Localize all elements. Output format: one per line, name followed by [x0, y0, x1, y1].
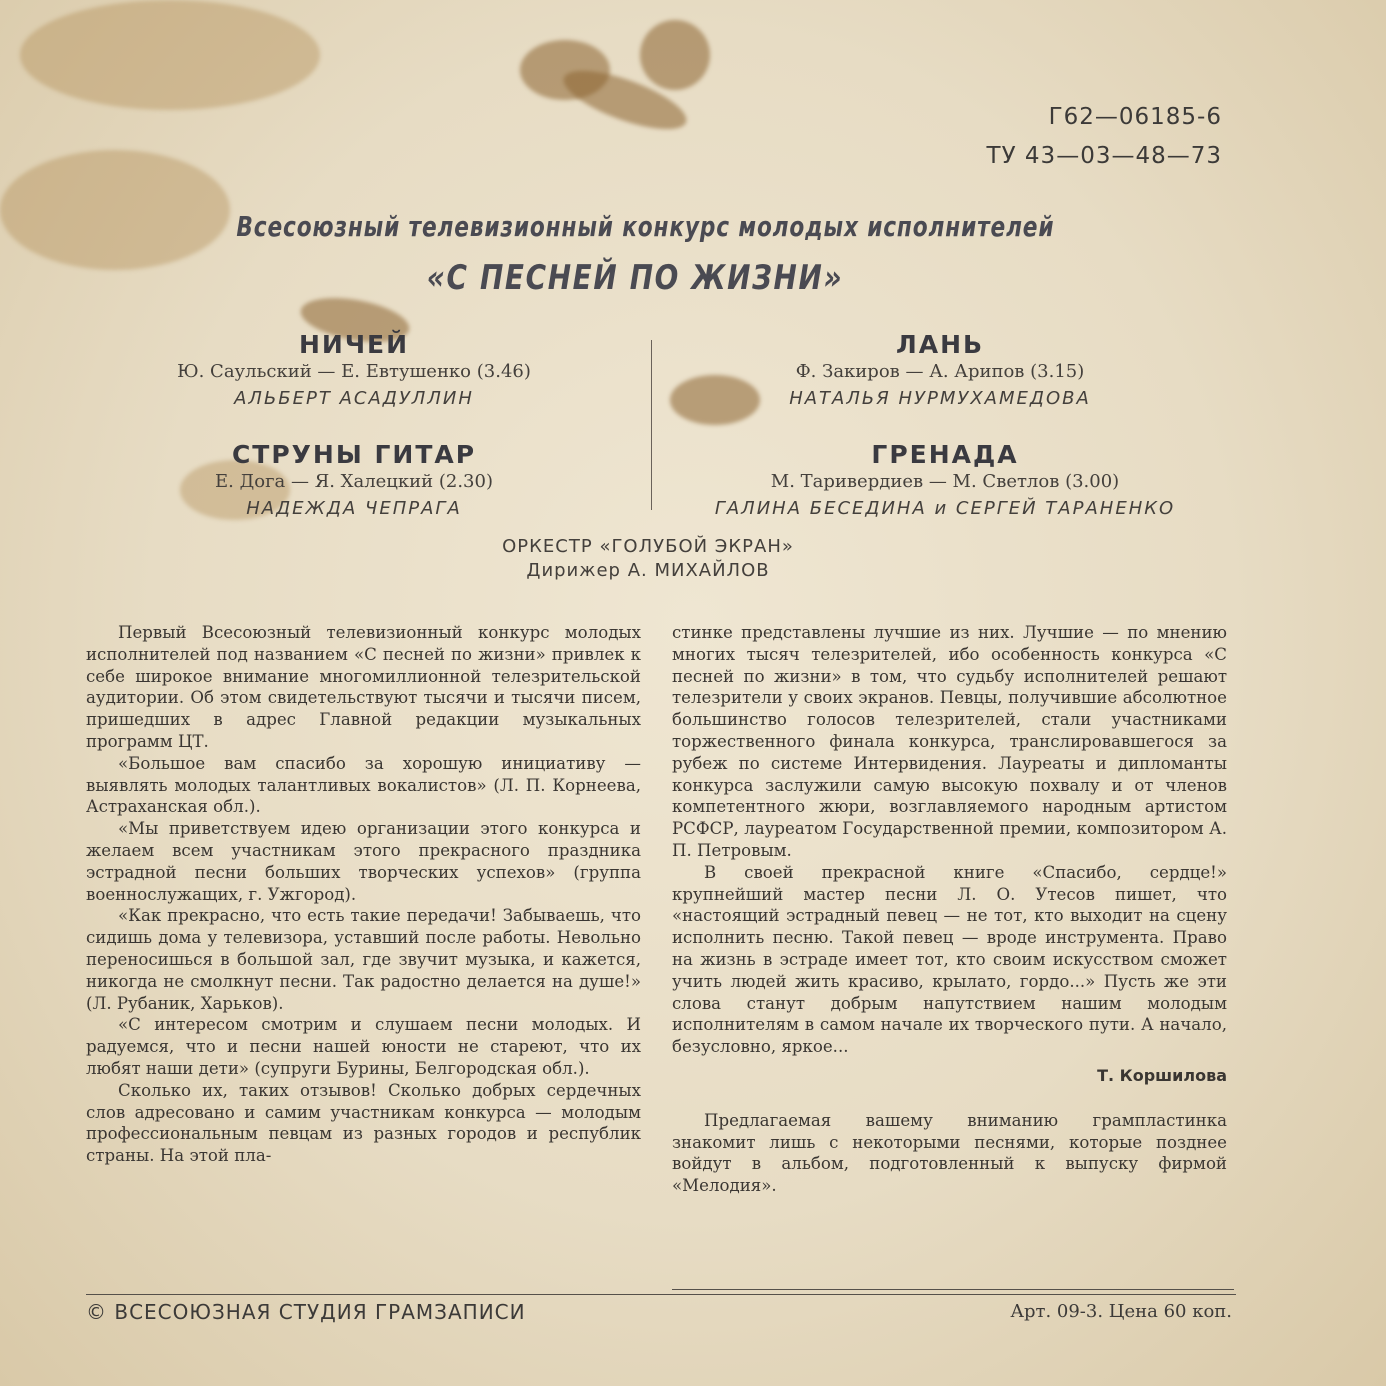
article-paragraph: «Мы приветствуем идею организации этого конкурса и желаем всем участникам этого прекрасного праздника эстрадной песни больших творческих успехов» (группа военнослужащих, г. Ужгород).: [86, 819, 641, 904]
song-authors: М. Таривердиев — М. Светлов (3.00): [770, 471, 1120, 492]
orchestra-credit: [0, 535, 1296, 583]
conductor-name: Дирижер А. МИХАЙЛОВ: [526, 560, 770, 581]
stain-decoration: [640, 20, 710, 90]
orchestra-name: ОРКЕСТР «ГОЛУБОЙ ЭКРАН»: [502, 536, 794, 557]
record-note: Предлагаемая вашему вниманию грампластинка знакомит лишь с некоторыми песнями, которые позднее войдут в альбом, подготовленный к выпуску фирмой «Мелодия».: [672, 1110, 1227, 1196]
song-title: СТРУНЫ ГИТАР: [231, 440, 477, 469]
song-entry: [94, 440, 614, 519]
price-label: Арт. 09-3. Цена 60 коп.: [1010, 1301, 1232, 1322]
song-authors: Ю. Саульский — Е. Евтушенко (3.46): [177, 361, 531, 382]
publisher-credit: © ВСЕСОЮЗНАЯ СТУДИЯ ГРАМЗАПИСИ: [86, 1300, 526, 1324]
song-entry: [680, 440, 1210, 519]
article-paragraph: «Как прекрасно, что есть такие передачи! Забываешь, что сидишь дома у телевизора, уставший после работы. Невольно переносишься в большой зал, где звучит музыка, и кажется, никогда не смолкнут песни. Так радостно делается на душе!» (Л. Рубаник, Харьков).: [86, 906, 641, 1013]
article-paragraph: «Большое вам спасибо за хорошую инициативу — выявлять молодых талантливых вокалистов» (Л. П. Корнеева, Астраханская обл.).: [86, 753, 641, 817]
article-paragraph: стинке представлены лучшие из них. Лучшие — по мнению многих тысяч телезрителей, ибо особенность конкурса «С песней по жизни» в том, что судьбу исполнителей решают телезрители у своих экранов. Певцы, получившие абсолютное большинство голосов телезрителей, стали участниками торжественного финала конкурса, транслировавшегося за рубеж по системе Интервидения. Лауреаты и дипломанты конкурса заслужили самую высокую похвалу и от членов компетентного жюри, возглавляемого народным артистом РСФСР, лауреатом Государственной премии, композитором А. П. Петровым.: [672, 623, 1227, 860]
song-title: ГРЕНАДА: [871, 440, 1019, 469]
technical-standard: ТУ 43—03—48—73: [986, 143, 1222, 169]
catalog-number: Г62—06185-6: [1048, 104, 1222, 130]
article-paragraph: «С интересом смотрим и слушаем песни молодых. И радуемся, что и песни нашей юности не стареют, что их любят наши дети» (супруги Бурины, Белгородская обл.).: [86, 1015, 641, 1078]
contest-name: «С ПЕСНЕЙ ПО ЖИЗНИ»: [426, 258, 844, 298]
stain-decoration: [20, 0, 320, 110]
song-authors: Е. Дога — Я. Халецкий (2.30): [215, 471, 493, 492]
divider: [672, 1289, 1234, 1290]
song-entry: [680, 330, 1200, 409]
song-entry: [94, 330, 614, 409]
article-column-left: [86, 622, 641, 1167]
song-performer: НАТАЛЬЯ НУРМУХАМЕДОВА: [789, 388, 1091, 409]
article-author: Т. Коршилова: [1097, 1065, 1227, 1085]
article-paragraph: В своей прекрасной книге «Спасибо, сердце!» крупнейший мастер песни Л. О. Утесов пишет, что «настоящий эстрадный певец — не тот, кто выходит на сцену исполнить песню. Такой певец — вроде инструмента. Право на жизнь в эстраде имеет тот, кто своим искусством сможет учить людей жить красиво, крылато, гордо...» Пусть же эти слова станут добрым напутствием нашим молодым исполнителям в самом начале их творческого пути. А начало, безусловно, яркое...: [672, 862, 1227, 1057]
song-performer: ГАЛИНА БЕСЕДИНА и СЕРГЕЙ ТАРАНЕНКО: [714, 498, 1176, 519]
article-column-right: [672, 622, 1227, 1197]
contest-title: Всесоюзный телевизионный конкурс молодых исполнителей: [236, 210, 1055, 243]
article-paragraph: Первый Всесоюзный телевизионный конкурс молодых исполнителей под названием «С песней по жизни» привлек к себе широкое внимание многомиллионной телезрительской аудитории. Об этом свидетельствуют тысячи и тысячи писем, пришедших в адрес Главной редакции музыкальных программ ЦТ.: [86, 623, 641, 751]
song-title: НИЧЕЙ: [298, 330, 410, 359]
article-paragraph: Сколько их, таких отзывов! Сколько добрых сердечных слов адресовано и самим участникам конкурса — молодым профессиональным певцам из разных городов и республик страны. На этой пла-: [86, 1080, 641, 1166]
column-divider: [651, 340, 652, 510]
song-performer: АЛЬБЕРТ АСАДУЛЛИН: [234, 388, 474, 409]
song-title: ЛАНЬ: [895, 330, 985, 359]
song-performer: НАДЕЖДА ЧЕПРАГА: [246, 498, 462, 519]
song-authors: Ф. Закиров — А. Арипов (3.15): [795, 361, 1085, 382]
divider: [86, 1294, 1236, 1295]
